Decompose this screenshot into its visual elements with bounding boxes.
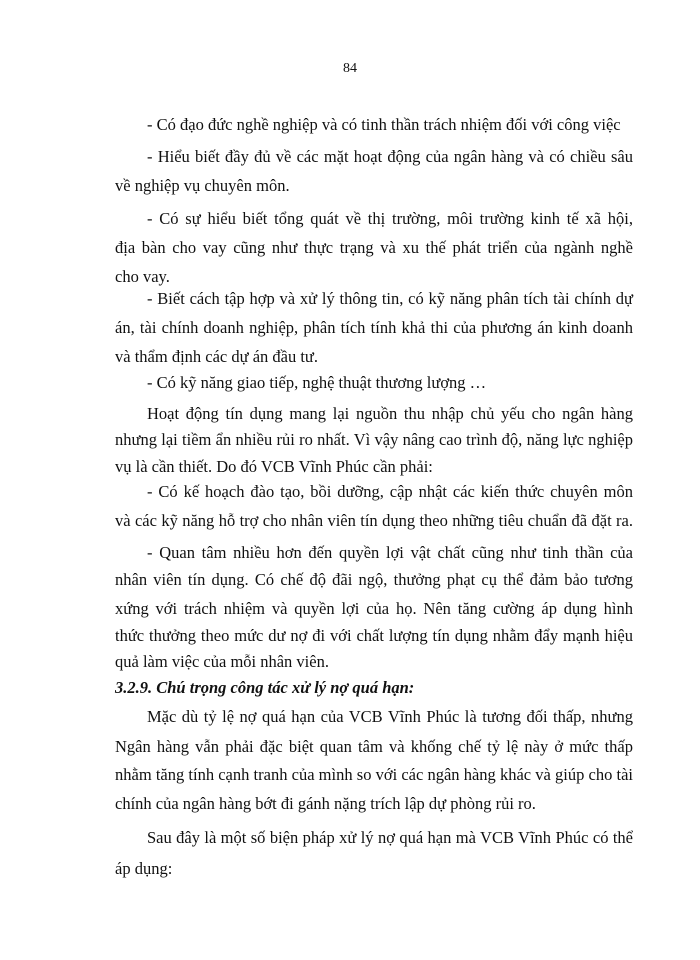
text-line: vụ là cần thiết. Do đó VCB Vĩnh Phúc cần phải: xyxy=(115,457,433,476)
text-line: địa bàn cho vay cũng như thực trạng và xu thế phát triển của ngành nghề xyxy=(115,238,633,257)
text-line: - Hiểu biết đầy đủ về các mặt hoạt động của ngân hàng và có chiều sâu xyxy=(147,147,633,166)
text-line: - Có sự hiểu biết tổng quát về thị trường, môi trường kinh tế xã hội, xyxy=(147,209,633,228)
text-line: quả làm việc của mỗi nhân viên. xyxy=(115,652,329,671)
text-line: - Có kế hoạch đào tạo, bồi dưỡng, cập nhật các kiến thức chuyên môn xyxy=(147,482,633,501)
text-line: án, tài chính doanh nghiệp, phân tích tính khả thi của phương án kinh doanh xyxy=(115,318,633,337)
text-line: và các kỹ năng hỗ trợ cho nhân viên tín dụng theo những tiêu chuẩn đã đặt ra. xyxy=(115,511,633,530)
text-line: Sau đây là một số biện pháp xử lý nợ quá hạn mà VCB Vĩnh Phúc có thể xyxy=(147,828,633,847)
text-line: cho vay. xyxy=(115,267,170,286)
text-line: - Biết cách tập hợp và xử lý thông tin, có kỹ năng phân tích tài chính dự xyxy=(147,289,633,308)
text-line: áp dụng: xyxy=(115,859,173,878)
text-line: xứng với trách nhiệm và quyền lợi của họ. Nên tăng cường áp dụng hình xyxy=(115,599,633,618)
text-line: thức thưởng theo mức dư nợ đi với chất lượng tín dụng nhằm đẩy mạnh hiệu xyxy=(115,626,633,645)
text-line: - Quan tâm nhiều hơn đến quyền lợi vật chất cũng như tinh thần của xyxy=(147,543,633,562)
text-line: nhân viên tín dụng. Có chế độ đãi ngộ, thưởng phạt cụ thể đảm bảo tương xyxy=(115,570,633,589)
text-line: Ngân hàng vẫn phải đặc biệt quan tâm và khống chế tỷ lệ này ở mức thấp xyxy=(115,737,633,756)
text-line: - Có đạo đức nghề nghiệp và có tinh thần trách nhiệm đối với công việc xyxy=(147,115,621,134)
section-heading: 3.2.9. Chú trọng công tác xử lý nợ quá hạn: xyxy=(115,678,415,697)
text-line: về nghiệp vụ chuyên môn. xyxy=(115,176,290,195)
text-line: Hoạt động tín dụng mang lại nguồn thu nhập chủ yếu cho ngân hàng xyxy=(147,404,633,423)
text-line: nhưng lại tiềm ẩn nhiều rủi ro nhất. Vì vậy nâng cao trình độ, năng lực nghiệp xyxy=(115,430,633,449)
text-line: Mặc dù tỷ lệ nợ quá hạn của VCB Vĩnh Phúc là tương đối thấp, nhưng xyxy=(147,707,633,726)
text-line: và thẩm định các dự án đầu tư. xyxy=(115,347,318,366)
text-line: nhằm tăng tính cạnh tranh của mình so với các ngân hàng khác và giúp cho tài xyxy=(115,765,633,784)
text-line: - Có kỹ năng giao tiếp, nghệ thuật thương lượng … xyxy=(147,373,487,392)
text-line: chính của ngân hàng bớt đi gánh nặng trích lập dự phòng rủi ro. xyxy=(115,794,536,813)
page-number: 84 xyxy=(343,61,357,76)
